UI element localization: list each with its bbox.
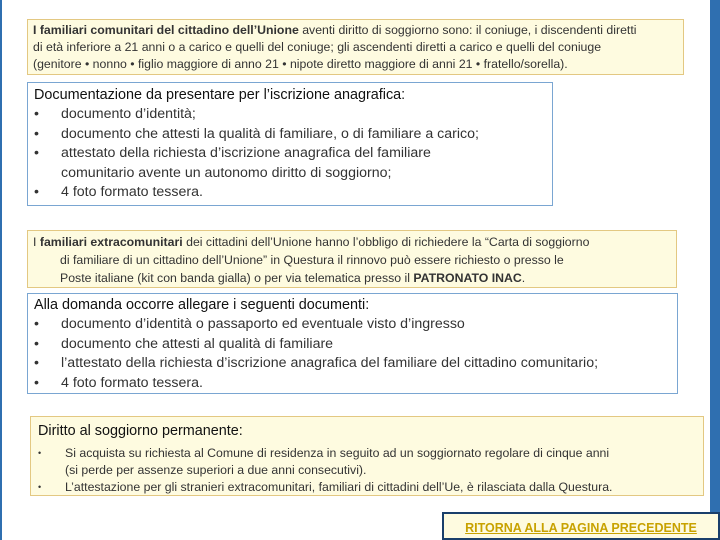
list-item-text: 4 foto formato tessera. — [61, 374, 203, 391]
non-eu-line-2: di familiare di un cittadino dell’Unione” in Questura il rinnovo può essere richiesto o presso le — [60, 253, 564, 267]
eu-family-line-1-rest: aventi diritto di soggiorno sono: il coniuge, i discendenti diretti — [298, 23, 637, 37]
non-eu-line-3 — [33, 269, 671, 287]
list-item — [34, 335, 671, 355]
eu-family-line-2: di età inferiore a 21 anni o a carico e quelli del coniuge; gli ascendenti diretti a carico e quelli del coniuge — [33, 40, 602, 54]
list-item-text: 4 foto formato tessera. — [61, 184, 203, 200]
application-docs-title: Alla domanda occorre allegare i seguenti documenti — [34, 297, 366, 313]
list-item-text: documento che attesti la qualità di familiare, o di familiare a carico; — [61, 125, 479, 142]
patronato-inac: PATRONATO INAC — [413, 271, 522, 285]
list-item-text-cont: (si perde per assenze superiori a due anni consecutivi). — [65, 462, 367, 477]
registration-docs-box — [27, 82, 553, 206]
list-item — [34, 144, 546, 183]
permanent-residence-list — [38, 445, 696, 496]
eu-family-info-box — [27, 19, 684, 75]
bullet-icon: • — [34, 106, 39, 122]
non-eu-line-3-end: . — [521, 271, 526, 285]
application-docs-box — [27, 293, 678, 394]
bullet-icon: • — [34, 145, 39, 161]
bullet-icon: • — [34, 335, 39, 352]
list-item-text: Si acquista su richiesta al Comune di residenza in seguito ad un soggiornato regolare di cinque anni — [65, 446, 610, 460]
bullet-icon: • — [34, 355, 39, 371]
list-item-text: documento d’identità o passaporto ed eventuale visto d’ingresso — [61, 316, 465, 332]
list-item-text: L’attestazione per gli stranieri extracomunitari, familiari di cittadini dell’Ue, è rilasciata dalla Questura. — [65, 480, 613, 494]
list-item — [34, 315, 671, 335]
list-item — [34, 183, 546, 203]
non-eu-line-1 — [33, 233, 671, 251]
left-edge-bar — [0, 0, 2, 540]
list-item — [38, 445, 696, 478]
bullet-icon: • — [34, 316, 39, 332]
eu-family-bold: I familiari comunitari del cittadino dell’Unione — [33, 23, 299, 37]
permanent-residence-title: Diritto al soggiorno permanente: — [38, 423, 243, 439]
registration-docs-list — [34, 105, 546, 203]
application-docs-list — [34, 315, 671, 393]
registration-docs-colon: : — [401, 87, 406, 103]
non-eu-bold: familiari extracomunitari — [39, 235, 183, 249]
list-item — [34, 374, 671, 394]
bullet-icon: • — [38, 482, 42, 492]
list-item-text: attestato della richiesta d’iscrizione anagrafica del familiare — [61, 145, 431, 161]
eu-family-line-1 — [33, 22, 678, 39]
list-item — [34, 105, 546, 125]
list-item-text: documento d’identità; — [61, 106, 196, 122]
bullet-icon: • — [34, 125, 39, 142]
application-docs-colon: : — [365, 297, 370, 313]
list-item-text: documento che attesti al qualità di familiare — [61, 335, 334, 352]
non-eu-family-info-box — [27, 230, 677, 288]
bullet-icon: • — [38, 448, 42, 458]
list-item — [38, 479, 696, 496]
right-edge-bar — [710, 0, 720, 540]
registration-docs-title: Documentazione da presentare per l’iscrizione anagrafica — [34, 87, 402, 103]
permanent-residence-box — [30, 416, 704, 496]
non-eu-line-3-pre: Poste italiane (kit con banda gialla) o per via telematica presso il — [60, 271, 414, 285]
non-eu-prefix: I — [33, 235, 40, 249]
list-item — [34, 354, 671, 374]
list-item — [34, 125, 546, 145]
application-docs-heading — [34, 296, 671, 315]
eu-family-line-3: (genitore • nonno • figlio maggiore di anno 21 • nipote diretto maggiore di anni 21 • fratello/sorella). — [33, 57, 568, 71]
non-eu-line-1-rest: dei cittadini dell’Unione hanno l’obbligo di richiedere la “Carta di soggiorno — [182, 235, 590, 249]
list-item-text-cont: comunitario avente un autonomo diritto di soggiorno; — [61, 164, 392, 181]
bullet-icon: • — [34, 374, 39, 391]
registration-docs-heading — [34, 86, 546, 105]
return-previous-page-button[interactable]: RITORNA ALLA PAGINA PRECEDENTE — [442, 512, 720, 540]
list-item-text: l’attestato della richiesta d’iscrizione anagrafica del familiare del cittadino comunitario; — [61, 355, 599, 371]
bullet-icon: • — [34, 184, 39, 200]
